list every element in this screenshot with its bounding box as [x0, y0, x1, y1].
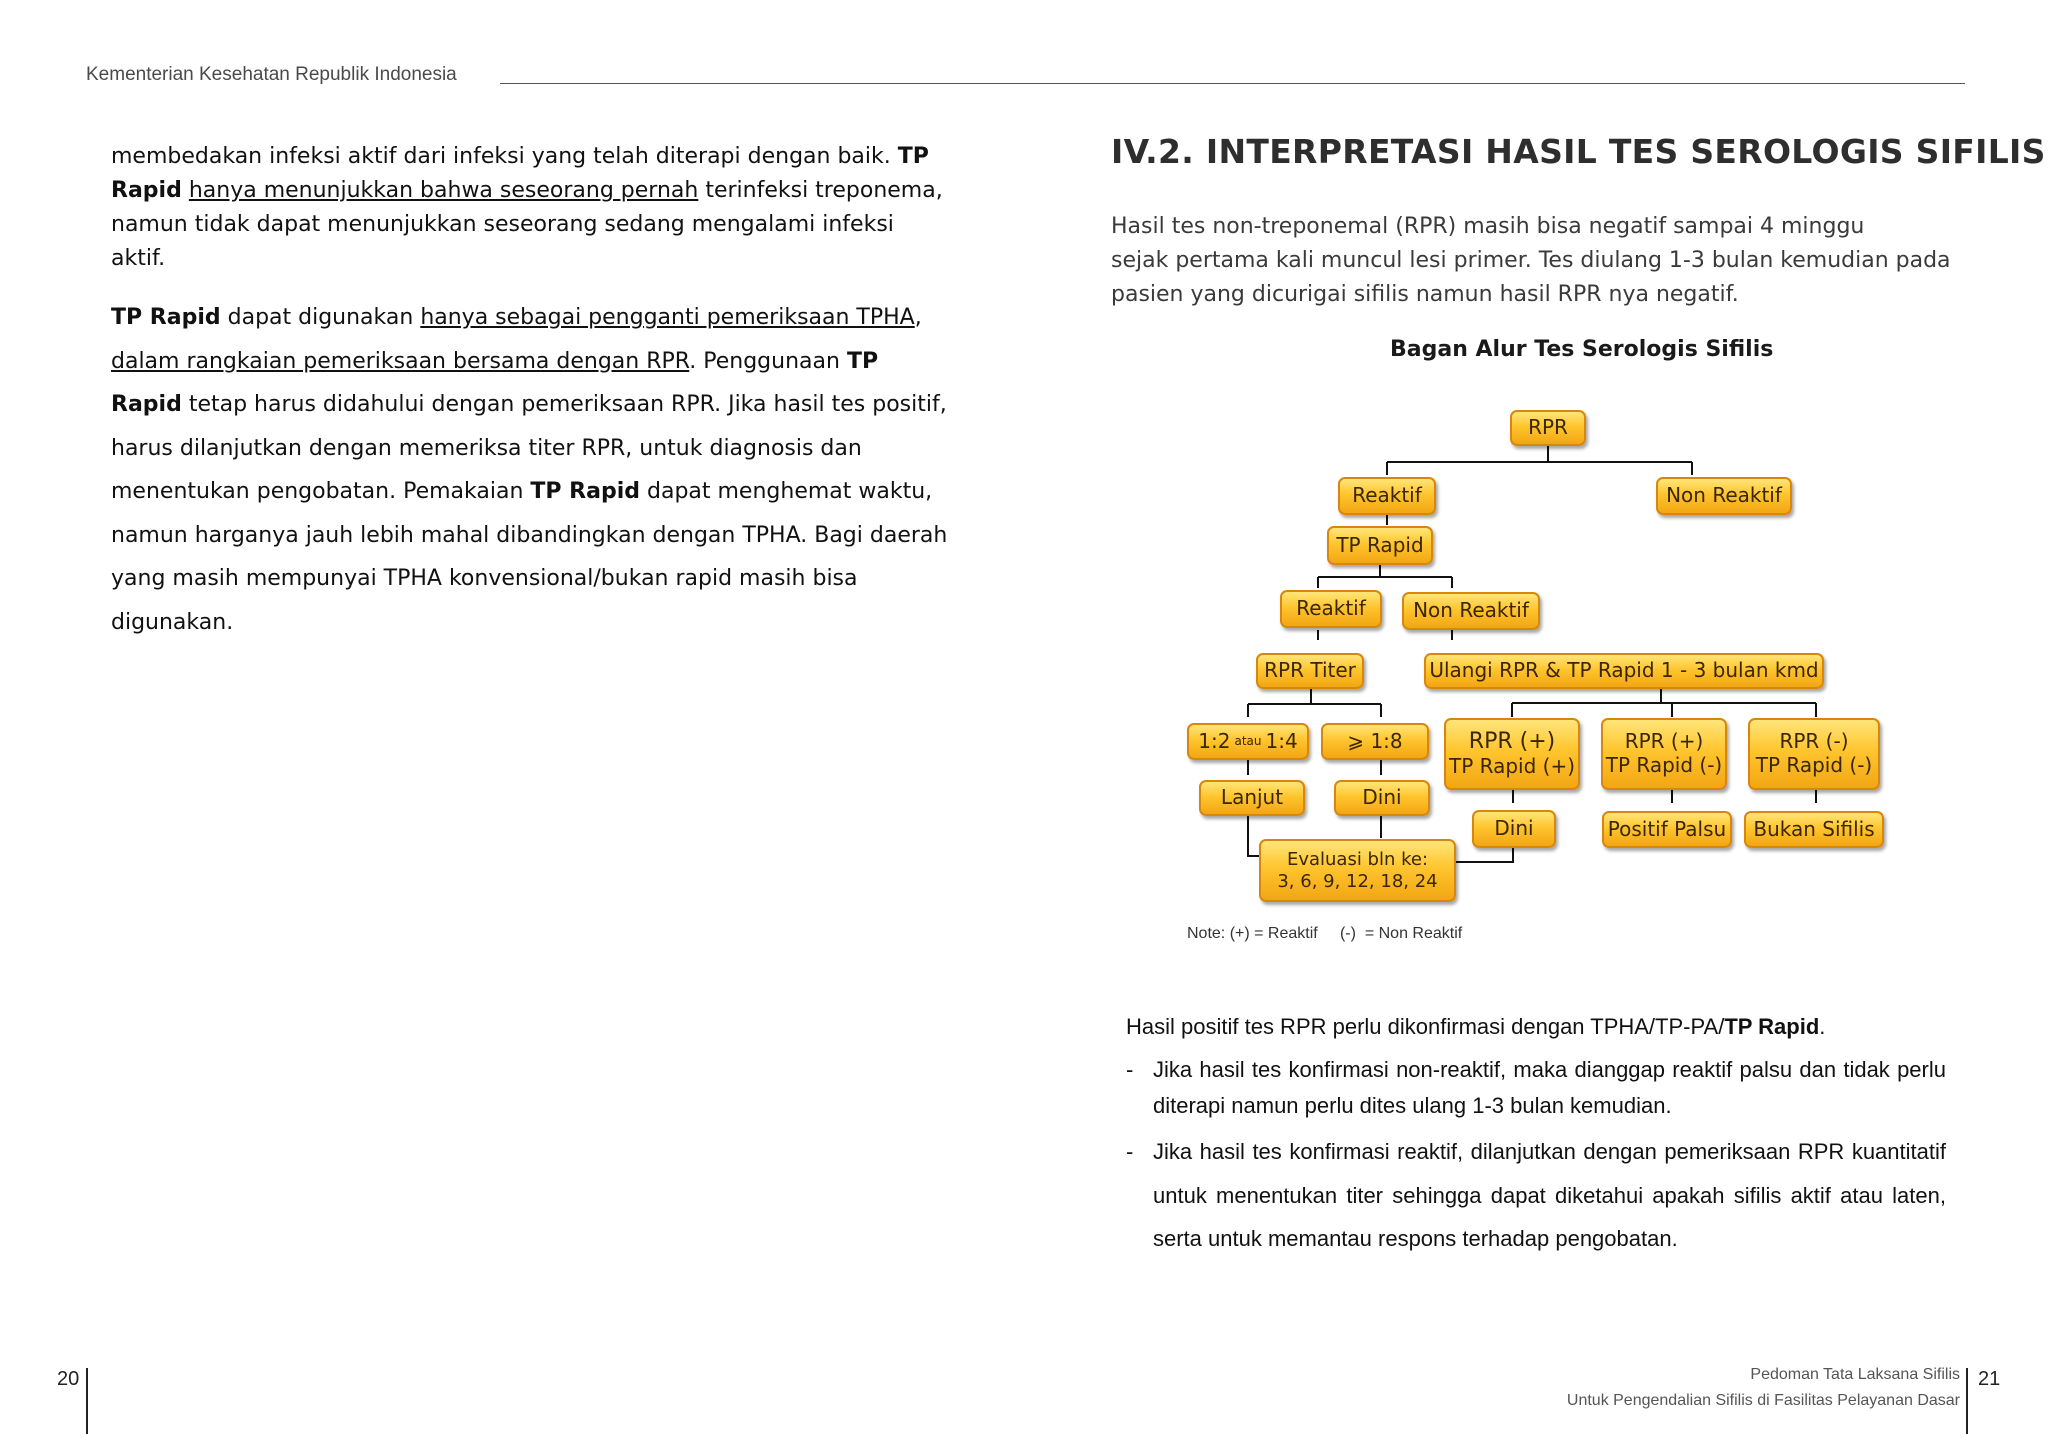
page-number-right: 21 [1978, 1368, 2001, 1390]
text: . Penggunaan [689, 348, 847, 374]
node-label: 1:2 [1198, 728, 1231, 753]
node-label: Non Reaktif [1666, 483, 1782, 508]
section-title: IV.2. INTERPRETASI HASIL TES SEROLOGIS SIFILIS [1111, 132, 2046, 171]
page-number-left: 20 [57, 1368, 80, 1390]
node-rpr-pos-tp-neg [1601, 718, 1727, 790]
list-dash: - [1126, 1139, 1134, 1164]
text: terinfeksi treponema, namun tidak dapat menunjukkan seseorang sedang mengalami infeksi aktif. [111, 178, 943, 271]
node-label: 1:4 [1265, 728, 1298, 753]
bold-term: TP Rapid [111, 348, 879, 417]
flowchart-title: Bagan Alur Tes Serologis Sifilis [1390, 337, 1774, 362]
node-label: TP Rapid (-) [1755, 753, 1873, 777]
footer-book-title: Pedoman Tata Laksana Sifilis [1750, 1366, 1960, 1383]
node-label: Lanjut [1220, 785, 1284, 810]
text: Hasil positif tes RPR perlu dikonfirmasi dengan TPHA/TP-PA/ [1126, 1014, 1725, 1039]
node-rpr-pos-tp-pos [1444, 718, 1580, 790]
node-label: Evaluasi bln ke: [1286, 849, 1429, 871]
running-header: Kementerian Kesehatan Republik Indonesia [86, 64, 457, 85]
node-rpr-neg-tp-neg [1748, 718, 1880, 790]
list-item-text: Jika hasil tes konfirmasi non-reaktif, maka dianggap reaktif palsu dan tidak perlu diterapi namun perlu dites ulang 1-3 bulan kemudian. [1153, 1057, 1946, 1118]
node-dini-titer [1334, 780, 1430, 816]
node-label: Bukan Sifilis [1753, 816, 1875, 841]
node-tp-rapid [1327, 526, 1433, 565]
text: . [1819, 1014, 1826, 1039]
node-label: RPR (+) [1468, 729, 1556, 755]
list-dash: - [1126, 1057, 1134, 1082]
node-label: RPR (-) [1779, 729, 1849, 754]
node-lanjut [1199, 780, 1305, 816]
underlined-text: dalam rangkaian pemeriksaan bersama dengan RPR [111, 348, 690, 374]
bold-term: TP Rapid [1724, 1014, 1820, 1039]
node-label: 3, 6, 9, 12, 18, 24 [1277, 870, 1438, 892]
node-reaktif [1338, 477, 1436, 515]
text: dapat menghemat waktu, namun harganya jauh lebih mahal dibandingkan dengan TPHA. Bagi daerah yang masih mempunyai TPHA konvensional/bukan rapid masih bisa digunakan. [111, 479, 948, 635]
node-label: RPR [1528, 415, 1568, 440]
bold-term: TP Rapid [111, 144, 929, 203]
node-label: Dini [1494, 816, 1534, 841]
node-label: Positif Palsu [1607, 816, 1727, 841]
node-label: TP Rapid (+) [1448, 754, 1575, 779]
node-bukan-sifilis [1744, 811, 1884, 848]
node-tp-reaktif [1280, 590, 1382, 628]
node-dini-rapid [1472, 810, 1556, 848]
page-number-rule-right [1966, 1368, 1968, 1434]
list-item [1126, 1130, 1946, 1261]
node-ulangi-test [1424, 653, 1824, 689]
text: dapat digunakan [220, 305, 421, 330]
node-label: atau [1234, 734, 1262, 749]
intro-line: Hasil tes non-treponemal (RPR) masih bisa negatif sampai 4 minggu [1111, 214, 1865, 239]
node-positif-palsu [1602, 811, 1732, 848]
list-item [1126, 1052, 1946, 1124]
node-evaluasi [1259, 839, 1456, 902]
text: tetap harus didahului dengan pemeriksaan RPR. Jika hasil tes positif, harus dilanjutkan dengan memeriksa titer RPR, untuk diagnosis dan menentukan pengobatan. Pemakaian [111, 392, 947, 504]
flowchart-note: Note: (+) = Reaktif (-) = Non Reaktif [1187, 925, 1463, 942]
node-label: Dini [1362, 785, 1402, 810]
node-rpr-titer [1256, 653, 1364, 689]
node-label: ⩾ 1:8 [1347, 728, 1403, 753]
node-label: RPR Titer [1264, 658, 1356, 683]
node-titer-high [1321, 723, 1429, 760]
confirmation-lead [1126, 1010, 1946, 1044]
node-tp-non-reaktif [1402, 592, 1540, 630]
page-number-rule-left [86, 1368, 88, 1434]
intro-line: pasien yang dicurigai sifilis namun hasil RPR nya negatif. [1111, 282, 1739, 307]
node-non-reaktif [1656, 477, 1792, 515]
node-label: Non Reaktif [1413, 598, 1529, 623]
bold-term: TP Rapid [111, 305, 221, 330]
node-label: TP Rapid [1336, 532, 1424, 557]
node-label: RPR (+) [1624, 729, 1704, 754]
list-item-text: Jika hasil tes konfirmasi reaktif, dilanjutkan dengan pemeriksaan RPR kuantitatif untuk menentukan titer sehingga dapat diketahui apakah sifilis aktif atau laten, serta untuk memantau respons terhadap pengobatan. [1153, 1139, 1946, 1251]
node-label: Reaktif [1296, 596, 1366, 621]
node-label: Ulangi RPR & TP Rapid 1 - 3 bulan kmd [1429, 658, 1819, 683]
text: , [914, 305, 922, 330]
confirmation-section [1126, 1010, 1946, 1261]
node-label: Reaktif [1352, 483, 1422, 508]
footer-book-subtitle: Untuk Pengendalian Sifilis di Fasilitas Pelayanan Dasar [1566, 1392, 1960, 1409]
node-label: TP Rapid (-) [1605, 753, 1723, 777]
underlined-text: hanya menunjukkan bahwa seseorang pernah [188, 178, 699, 203]
intro-line: sejak pertama kali muncul lesi primer. Tes diulang 1-3 bulan kemudian pada [1111, 248, 1951, 273]
underlined-text: hanya sebagai pengganti pemeriksaan TPHA [420, 305, 915, 330]
node-titer-low [1187, 723, 1309, 760]
node-rpr [1510, 410, 1586, 446]
text: membedakan infeksi aktif dari infeksi yang telah diterapi dengan baik. [111, 144, 898, 169]
bold-term: TP Rapid [530, 479, 640, 504]
